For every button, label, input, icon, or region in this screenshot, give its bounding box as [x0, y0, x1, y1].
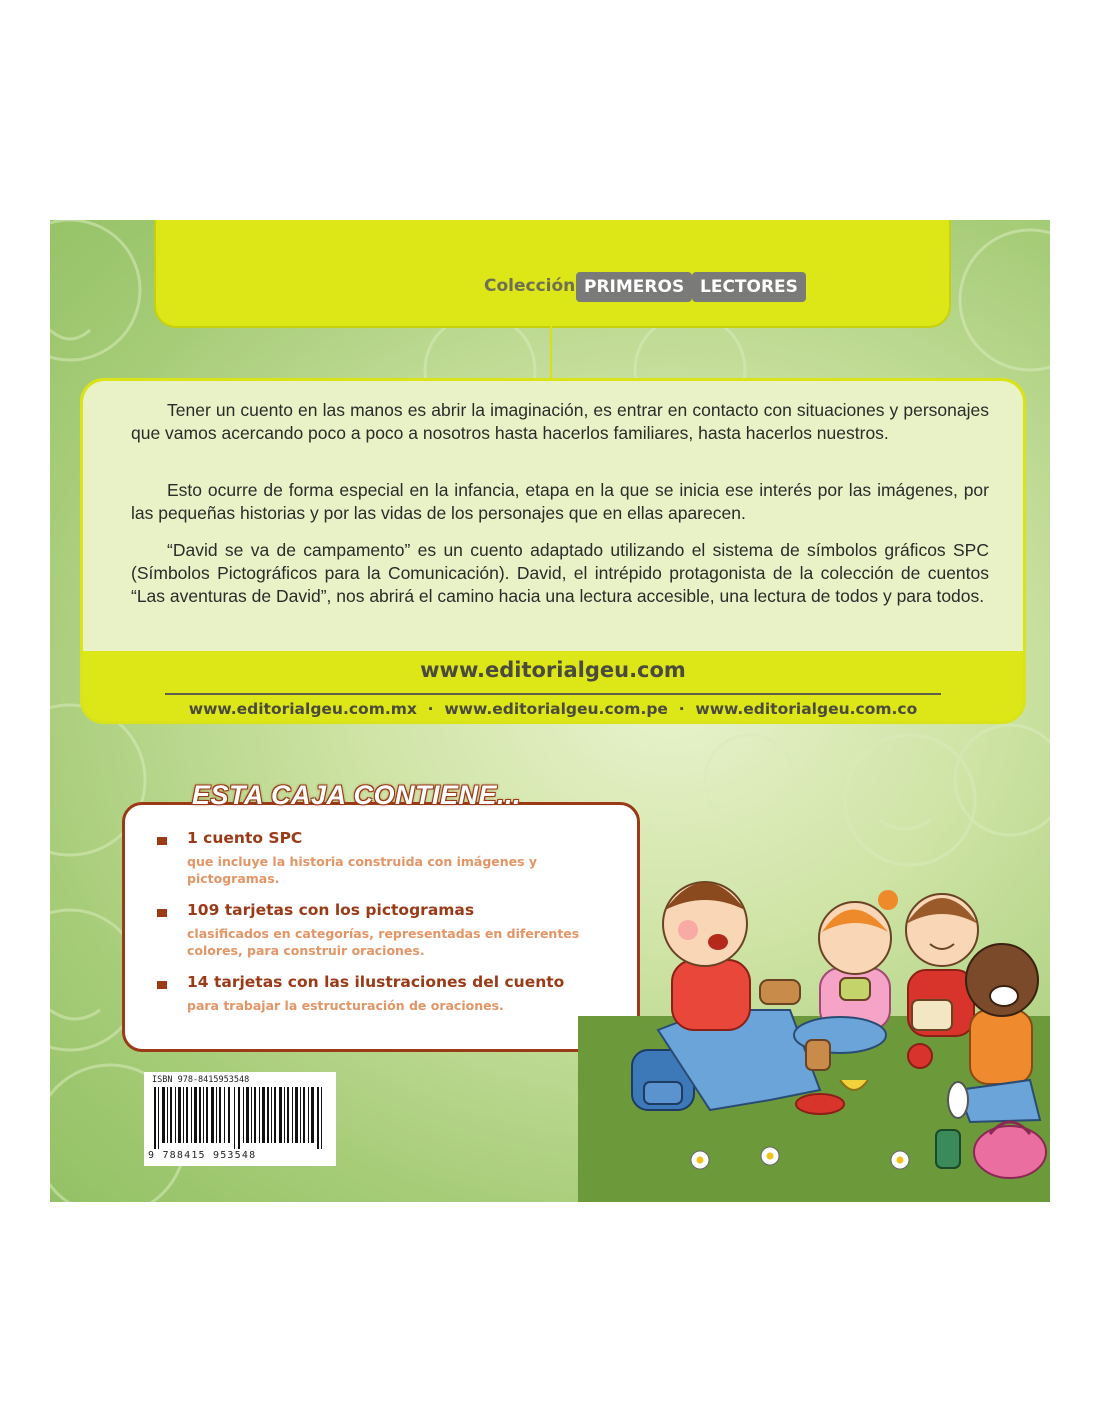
- description-paragraph: Esto ocurre de forma especial en la infancia, etapa en la que se inicia ese interés por las imágenes, por las pequeñas historias y por las vidas de los personajes que en ellas aparecen.: [131, 480, 989, 523]
- main-website-link[interactable]: www.editorialgeu.com: [420, 658, 686, 682]
- collection-name-lectores: LECTORES: [692, 272, 806, 302]
- bullet-icon: [157, 837, 167, 845]
- band-connector-line: [550, 326, 552, 378]
- item-title: 14 tarjetas con las ilustraciones del cuento: [187, 973, 565, 991]
- girl-smiling-icon: [906, 894, 978, 1036]
- collection-label: Colección: [484, 276, 576, 296]
- children-picnic-illustration: [570, 860, 1050, 1202]
- description-paragraph: “David se va de campamento” es un cuento adaptado utilizando el sistema de símbolos gráficos SPC (Símbolos Pictográficos para la Comunicación). David, el intrépido protagonista de la colección de cuentos “Las aventuras de David”, nos abrirá el camino hacia una lectura accesible, una lectura de todos y para todos.: [131, 540, 989, 606]
- barcode-digits: 9 788415 953548: [148, 1150, 257, 1161]
- collection-band: [154, 220, 951, 328]
- girl-eating-icon: [794, 890, 898, 1053]
- item-title: 109 tarjetas con los pictogramas: [187, 901, 475, 919]
- item-title: 1 cuento SPC: [187, 829, 303, 847]
- pink-bag-icon: [974, 1122, 1046, 1178]
- website-divider: [165, 693, 941, 695]
- description-paragraph: Tener un cuento en las manos es abrir la imaginación, es entrar en contacto con situaciones y personajes que vamos acercando poco a poco a nosotros hasta hacerlos familiares, hasta hacerlos nuestros.: [131, 400, 989, 443]
- barcode-bars-icon: [150, 1087, 330, 1149]
- box-contents-panel: [122, 802, 640, 1052]
- bullet-icon: [157, 981, 167, 989]
- item-description: clasificados en categorías, representadas en diferentes colores, para construir oraciones.: [187, 926, 580, 958]
- regional-website-links[interactable]: www.editorialgeu.com.mx · www.editorialgeu.com.pe · www.editorialgeu.com.co: [188, 700, 918, 718]
- bottle-icon: [936, 1130, 960, 1168]
- item-description: para trabajar la estructuración de oraciones.: [187, 998, 504, 1013]
- book-back-cover: [50, 220, 1050, 1202]
- item-description: que incluye la historia construida con imágenes y pictogramas.: [187, 854, 538, 886]
- description-panel: [80, 378, 1026, 724]
- isbn-label: ISBN 978-8415953548: [152, 1075, 250, 1085]
- flower-icon: [691, 1147, 909, 1169]
- contents-heading: ESTA CAJA CONTIENE...: [192, 780, 522, 810]
- description-body: [83, 381, 1023, 651]
- collection-name-primeros: PRIMEROS: [576, 272, 692, 302]
- bullet-icon: [157, 909, 167, 917]
- barcode: [144, 1072, 336, 1166]
